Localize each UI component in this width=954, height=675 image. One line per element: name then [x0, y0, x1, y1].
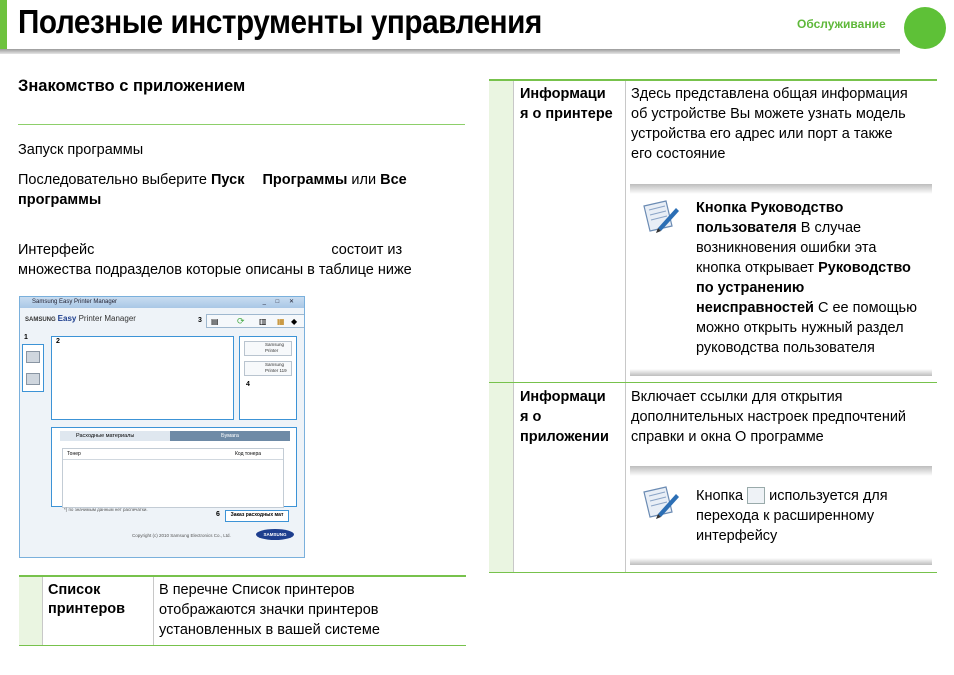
table-bottom-rule	[489, 572, 937, 573]
section-label[interactable]: Обслуживание	[797, 17, 886, 31]
toolbar	[206, 314, 305, 328]
row-label: Информаци	[520, 389, 606, 405]
callout-6: 6	[216, 511, 220, 518]
refresh-icon[interactable]: ⟳	[237, 316, 245, 326]
printer-info-pane	[51, 336, 234, 420]
note-bottom-shade	[630, 369, 932, 376]
row-label: приложении	[520, 429, 609, 445]
note1-text: С ее помощью	[813, 300, 917, 316]
page-title: Полезные инструменты управления	[18, 3, 542, 40]
toner-table	[62, 448, 284, 508]
app-name-a: Easy	[57, 314, 77, 323]
col-toner: Тонер	[67, 451, 81, 457]
row-label: Список	[48, 582, 101, 598]
launch-label: Запуск программы	[18, 142, 144, 158]
samsung-logo: SAMSUNG	[256, 529, 294, 540]
steps-line-2: программы	[18, 192, 102, 208]
interface-line-1	[18, 240, 402, 260]
note-top-shade	[630, 466, 932, 476]
consists-text: состоит из	[331, 242, 403, 258]
note2-text: используется для	[769, 488, 888, 504]
col-divider	[153, 577, 154, 645]
col-divider	[625, 81, 626, 572]
note1-text: В случае	[796, 220, 862, 236]
all-term: Все	[380, 172, 407, 188]
table-bottom-rule	[19, 645, 466, 646]
footnote: *) по значимым данным нет распечатки.	[64, 507, 148, 512]
supplies-pane	[51, 427, 297, 507]
note1-line	[696, 298, 917, 318]
callout-1: 1	[24, 334, 28, 341]
advanced-settings-icon	[747, 487, 765, 504]
note1-line	[696, 258, 911, 278]
programs-term: Программы	[262, 172, 348, 188]
callout-3: 3	[198, 317, 202, 324]
note2-line: интерфейсу	[696, 528, 778, 544]
note1-line: Кнопка Руководство	[696, 200, 844, 216]
printer-list-pane[interactable]	[22, 344, 44, 392]
brand-text: SAMSUNG	[25, 317, 56, 323]
table-top-rule	[19, 575, 466, 577]
section-heading: Знакомство с приложением	[18, 77, 246, 95]
printer-icon[interactable]	[26, 373, 40, 385]
row-text: Включает ссылки для открытия	[631, 389, 843, 405]
row-text: справки и окна О программе	[631, 429, 824, 445]
note-top-shade	[630, 184, 932, 194]
callout-4: 4	[246, 381, 250, 388]
note1-line	[696, 218, 861, 238]
window-controls: _ □ ✕	[262, 299, 298, 305]
row-label: Информаци	[520, 86, 606, 102]
app-info-pane	[239, 336, 297, 420]
col-divider	[42, 577, 43, 645]
note1-line: возникновения ошибки эта	[696, 240, 877, 256]
heading-rule	[18, 124, 465, 125]
note1-line: можно открыть нужный раздел	[696, 320, 904, 336]
note1-bold: Руководство	[818, 260, 911, 276]
tab-supplies[interactable]: Расходные материалы	[60, 431, 170, 441]
note1-line: руководства пользователя	[696, 340, 875, 356]
note-pencil-icon	[640, 198, 680, 234]
note2-line: перехода к расширенному	[696, 508, 875, 524]
steps-text: Последовательно выберите	[18, 172, 211, 188]
table-top-rule	[489, 79, 937, 81]
tab-paper[interactable]: Бумага	[170, 431, 290, 441]
table-tint	[489, 81, 513, 572]
printer-entry[interactable]: Samsung Printer 119	[244, 361, 292, 376]
row-text: отображаются значки принтеров	[159, 602, 379, 618]
note1-bold: пользователя	[696, 220, 797, 236]
note-bottom-shade	[630, 558, 932, 565]
note2-text: Кнопка	[696, 488, 744, 504]
printer-icon[interactable]	[26, 351, 40, 363]
row-label: я о принтере	[520, 106, 613, 122]
app-name-b: Printer Manager	[76, 314, 136, 323]
info-icon[interactable]: ◆	[291, 317, 298, 326]
row-text: об устройстве Вы можете узнать модель	[631, 106, 906, 122]
row-text: Здесь представлена общая информация	[631, 86, 908, 102]
note-pencil-icon	[640, 484, 680, 520]
steps-line-1	[18, 170, 407, 190]
interface-text: Интерфейс	[18, 242, 95, 258]
col-divider	[513, 81, 514, 572]
row-text: его состояние	[631, 146, 726, 162]
row-text: установленных в вашей системе	[159, 622, 380, 638]
printer-entry[interactable]: Samsung Printer	[244, 341, 292, 356]
or-text: или	[347, 172, 381, 188]
row-text: В перечне Список принтеров	[159, 582, 355, 598]
order-supplies-button[interactable]: Заказ расходных мат	[225, 510, 289, 522]
note2-line	[696, 486, 888, 506]
row-text: устройства его адрес или порт а также	[631, 126, 893, 142]
title-rule	[0, 49, 900, 54]
copyright: Copyright (c) 2010 Samsung Electronics Co., Ltd.	[132, 533, 231, 538]
window-title: Samsung Easy Printer Manager	[32, 299, 118, 305]
col-code: Код тонера	[235, 451, 262, 457]
note1-text: кнопка открывает	[696, 260, 819, 276]
note1-bold: неисправностей	[696, 300, 814, 316]
app-screenshot	[19, 296, 305, 558]
start-menu-term: Пуск	[211, 172, 245, 188]
row-divider	[489, 382, 937, 383]
row-text: дополнительных настроек предпочтений	[631, 409, 907, 425]
help-icon[interactable]: ▦	[277, 317, 285, 326]
printer-icon[interactable]: ▤	[211, 317, 219, 326]
note1-line: по устранению	[696, 280, 805, 296]
callout-2: 2	[56, 338, 60, 345]
page-marker-dot	[904, 7, 946, 49]
interface-line-2: множества подразделов которые описаны в таблице ниже	[18, 262, 412, 278]
table-tint	[19, 577, 42, 645]
settings-icon[interactable]: ▥	[259, 317, 267, 326]
table-header	[63, 449, 283, 460]
header-accent-bar	[0, 0, 7, 51]
row-label: я о	[520, 409, 542, 425]
row-label: принтеров	[48, 601, 126, 617]
app-header	[25, 314, 136, 323]
window-titlebar	[20, 297, 304, 308]
